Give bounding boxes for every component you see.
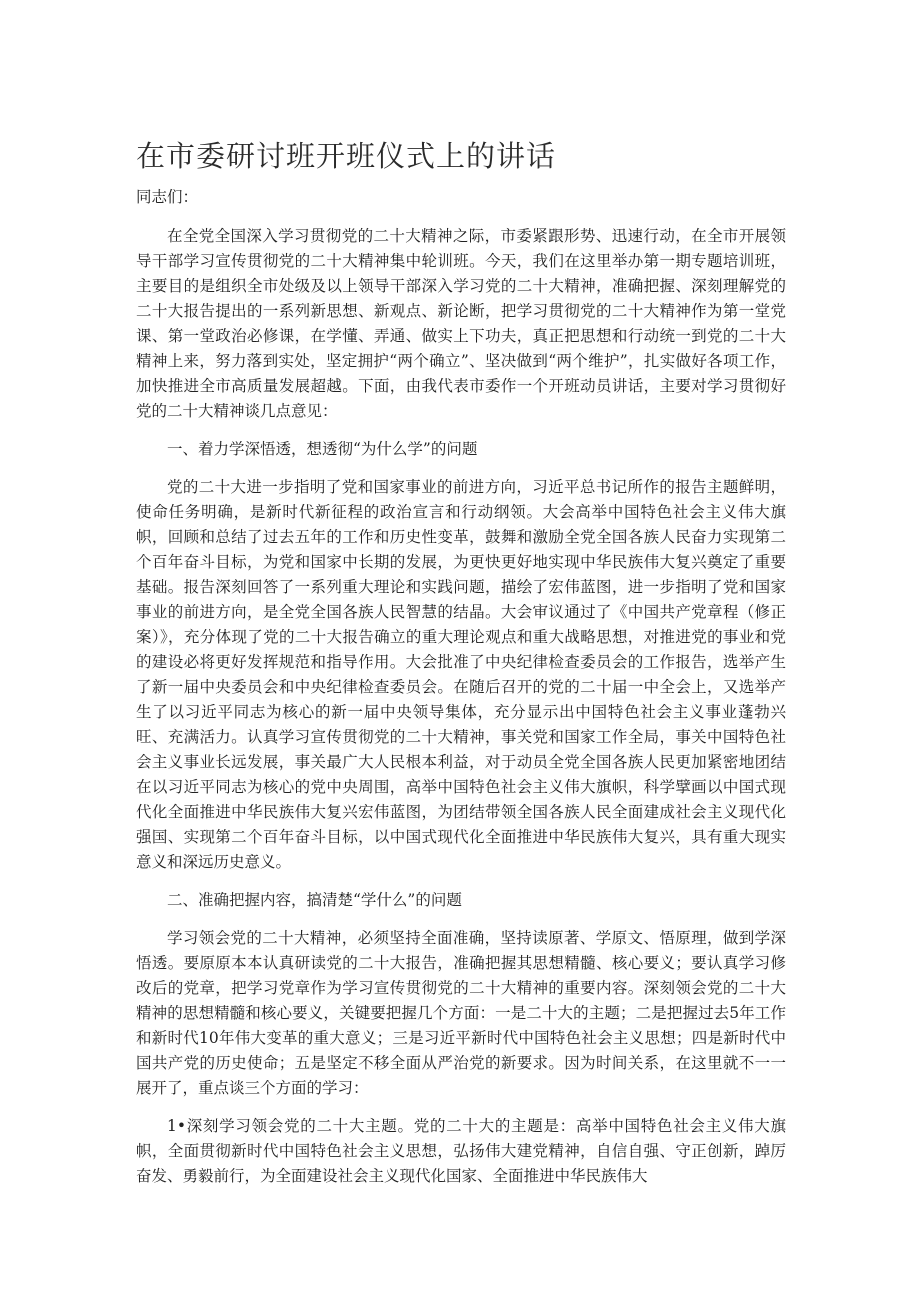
section-heading-2: 二、准确把握内容，搞清楚“学什么”的问题 [167,891,462,909]
paragraph-section-1: 党的二十大进一步指明了党和国家事业的前进方向，习近平总书记所作的报告主题鲜明，使命任务明确，是新时代新征程的政治宣言和行动纲领。大会高举中国特色社会主义伟大旗帜，回顾和总结了过去五年的工作和历史性变革，鼓舞和激励全党全国各族人民奋力实现第二个百年奋斗目标，为党和国家中长期的发展，为更快更好地实现中华民族伟大复兴奠定了重要基础。报告深刻回答了一系列重大理论和实践问题，描绘了宏伟蓝图，进一步指明了党和国家事业的前进方向，是全党全国各族人民智慧的结晶。大会审议通过了《中国共产党章程（修正案）》，充分体现了党的二十大报告确立的重大理论观点和重大战略思想，对推进党的事业和党的建设必将更好发挥规范和指导作用。大会批准了中央纪律检查委员会的工作报告，选举产生了新一届中央委员会和中央纪律检查委员会。在随后召开的党的二十届一中全会上，又选举产生了以习近平同志为核心的新一届中央领导集体，充分显示出中国特色社会主义事业蓬勃兴旺、充满活力。认真学习宣传贯彻党的二十大精神，事关党和国家工作全局，事关中国特色社会主义事业长远发展，事关最广大人民根本利益，对于动员全党全国各族人民更加紧密地团结在以习近平同志为核心的党中央周围，高举中国特色社会主义伟大旗帜，科学擘画以中国式现代化全面推进中华民族伟大复兴宏伟蓝图，为团结带领全国各族人民全面建成社会主义现代化强国、实现第二个百年奋斗目标，以中国式现代化全面推进中华民族伟大复兴，具有重大现实意义和深远历史意义。 [136,478,786,871]
paragraph-item-1: 1•深刻学习领会党的二十大主题。党的二十大的主题是：高举中国特色社会主义伟大旗帜，全面贯彻新时代中国特色社会主义思想，弘扬伟大建党精神，自信自强、守正创新，踔厉奋发、勇毅前行，为全面建设社会主义现代化国家、全面推进中华民族伟大 [136,1117,786,1185]
paragraph-intro: 在全党全国深入学习贯彻党的二十大精神之际，市委紧跟形势、迅速行动，在全市开展领导干部学习宣传贯彻党的二十大精神集中轮训班。今天，我们在这里举办第一期专题培训班，主要目的是组织全市处级及以上领导干部深入学习党的二十大精神，准确把握、深刻理解党的二十大报告提出的一系列新思想、新观点、新论断，把学习贯彻党的二十大精神作为第一堂党课、第一堂政治必修课，在学懂、弄通、做实上下功夫，真正把思想和行动统一到党的二十大精神上来，努力落到实处，坚定拥护“两个确立”、坚决做到“两个维护”，扎实做好各项工作，加快推进全市高质量发展超越。下面，由我代表市委作一个开班动员讲话，主要对学习贯彻好党的二十大精神谈几点意见： [136,227,786,420]
section-heading-1: 一、着力学深悟透，想透彻“为什么学”的问题 [167,440,478,458]
paragraph-section-2: 学习领会党的二十大精神，必须坚持全面准确，坚持读原著、学原文、悟原理，做到学深悟透。要原原本本认真研读党的二十大报告，准确把握其思想精髓、核心要义；要认真学习修改后的党章，把学习党章作为学习宣传贯彻党的二十大精神的重要内容。深刻领会党的二十大精神的思想精髓和核心要义，关键要把握几个方面：一是二十大的主题；二是把握过去5年工作和新时代10年伟大变革的重大意义；三是习近平新时代中国特色社会主义思想；四是新时代中国共产党的历史使命；五是坚定不移全面从严治党的新要求。因为时间关系，在这里就不一一展开了，重点谈三个方面的学习： [136,929,786,1097]
salutation: 同志们： [136,188,199,206]
document-title: 在市委研讨班开班仪式上的讲话 [136,139,557,173]
document-body [136,185,786,1202]
